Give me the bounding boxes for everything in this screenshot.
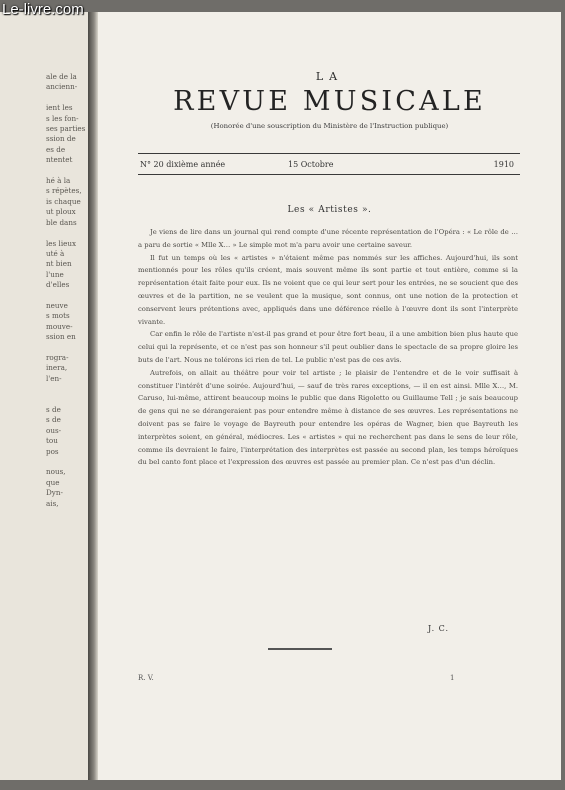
left-page-line: neuve	[46, 300, 68, 310]
left-page-line: s de	[46, 415, 61, 425]
left-page-line: ous-	[46, 425, 62, 435]
left-page-line: s de	[46, 405, 61, 414]
left-page-line: ais,	[46, 498, 59, 508]
left-page-line: pos	[46, 446, 59, 456]
article-body	[138, 226, 518, 469]
left-page-line: ient les	[46, 103, 73, 113]
left-page-line: s les fon-	[46, 113, 79, 123]
left-page-line: Dyn-	[46, 488, 63, 498]
masthead-title: REVUE MUSICALE	[173, 86, 486, 117]
article-paragraph: Je viens de lire dans un journal qui rend compte d'une récente représentation de l'Opéra : « Le rôle de … a paru de sortie « Mlle X… » Le simple mot m'a paru avoir une certaine saveur.	[138, 228, 518, 249]
left-page-text	[46, 72, 86, 509]
left-page-line	[46, 343, 86, 353]
left-page-line: uté à	[46, 248, 65, 258]
article-signature: J. C.	[428, 624, 450, 633]
site-watermark: Le-livre.com	[2, 1, 84, 18]
journal-page	[98, 12, 561, 780]
folio-right: 1	[450, 674, 455, 682]
left-page-line: ancienn-	[46, 82, 78, 92]
article-paragraph: Autrefois, on allait au théâtre pour voir tel artiste ; le plaisir de l'entendre et de le voir suffisait à constituer l'intérêt d'une soirée. Aujourd'hui, — sauf de très rares exceptions, — il en est ainsi. Mlle X…, M. Caruso, lui-même, attirent beaucoup moins le public que dans Rigoletto ou Guillaume Tell ; je sais beaucoup de gens qui ne se dérangeraient pas pour entendre même à distance de ses œuvres. Les représentations ne doivent pas se faire le voyage de Bayreuth pour entendre les opéras de Wagner, bien que Bayreuth les interprètes soient, en général, médiocres. Les « artistes » qui ne recherchent pas dans le sens de leur rôle, comme ils devraient le faire, l'interprétation des interprètes est passée au second plan, les temps héroïques du bel canto font place et l'expression des œuvres est passée au premier plan. Ce n'est pas d'un déclin.	[138, 368, 518, 467]
left-page-line	[46, 395, 86, 405]
book-gutter	[88, 12, 98, 780]
left-page-line: is chaque	[46, 196, 81, 206]
folio-left: R. V.	[138, 674, 154, 682]
left-page-line	[46, 93, 86, 103]
left-page-line: nous,	[46, 467, 66, 477]
left-page-line: ssion en	[46, 332, 76, 342]
left-page-line: ble dans	[46, 217, 77, 227]
left-page-line: nt bien	[46, 259, 72, 269]
left-page-line: rogra-	[46, 352, 69, 362]
end-rule	[268, 648, 332, 650]
left-page-line	[46, 291, 86, 301]
header-rule-bottom	[138, 174, 520, 175]
left-page-line: ale de la	[46, 72, 77, 81]
issue-year: 1910	[493, 160, 514, 169]
left-page-edge	[0, 12, 89, 780]
left-page-line: hé à la	[46, 176, 71, 186]
left-page-line	[46, 457, 86, 467]
article-paragraph: Il fut un temps où les « artistes » n'étaient même pas nommés sur les affiches. Aujourd'hui, ils sont mentionnés pour les rôles qu'ils créent, mais souvent même ils sont partie et tout entière, comme si la représentation était faite pour eux. Ils ne voient que ce qui leur sert pour les entrées, ne se soucient que des œuvres et de la partition, ne se veulent que la musique, sont connus, ont une notion de la protection et conservent leurs prétentions avec, appliqués dans une déférence réelle à l'œuvre dont ils sont l'interprète vivante.	[138, 253, 518, 326]
masthead-subtitle: (Honorée d'une souscription du Ministère de l'Instruction publique)	[210, 122, 449, 130]
article-paragraph: Car enfin le rôle de l'artiste n'est-il pas grand et pour être fort beau, il a une ambition bien plus haute que celui qui la représente, et ce n'est pas son honneur s'il peut oublier dans le spectacle de sa propre gloire les buts de l'art. Nous ne tolérons ici rien de tel. Le public n'est pas de ces avis.	[138, 330, 518, 364]
left-page-line: ses parties	[46, 124, 86, 134]
masthead-kicker: LA	[315, 70, 344, 83]
article-title: Les « Artistes ».	[287, 205, 372, 215]
issue-date: 15 Octobre	[288, 160, 334, 169]
left-page-line: que	[46, 477, 60, 487]
left-page-line: s mots	[46, 311, 70, 321]
header-rule-top	[138, 153, 520, 154]
left-page-line	[46, 166, 86, 176]
left-page-line: les lieux	[46, 238, 77, 248]
left-page-line: mouve-	[46, 321, 73, 331]
left-page-line: es de	[46, 144, 66, 154]
issue-number: N° 20 dixième année	[140, 160, 226, 169]
left-page-line: ssion de	[46, 134, 76, 144]
left-page-line: l'une d'elles	[46, 269, 70, 290]
left-page-line	[46, 228, 86, 238]
left-page-line: tou	[46, 436, 58, 446]
left-page-line: l'en-	[46, 373, 62, 383]
left-page-line: s répètes,	[46, 186, 82, 196]
left-page-line: ntentet	[46, 155, 73, 165]
left-page-line	[46, 384, 86, 394]
left-page-line: inera,	[46, 363, 68, 373]
left-page-line: ut ploux	[46, 207, 76, 217]
